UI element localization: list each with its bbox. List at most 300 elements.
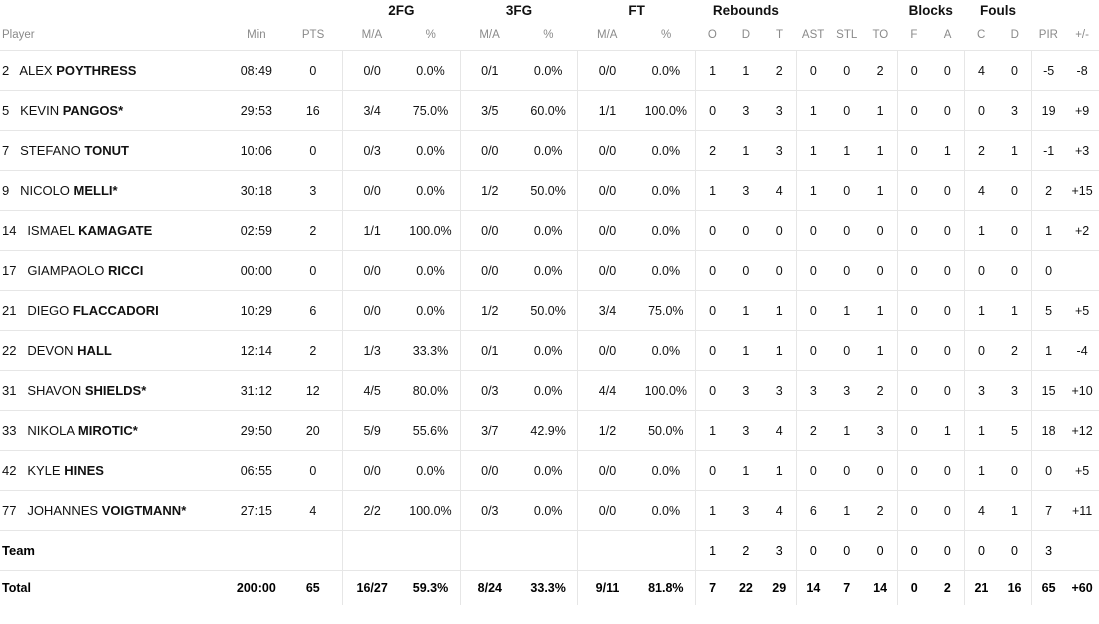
cell-plusminus: +5	[1065, 291, 1099, 331]
cell-to: 3	[864, 411, 898, 451]
total-2fg-pct: 59.3%	[401, 571, 460, 605]
total-3fg-pct: 33.3%	[519, 571, 578, 605]
player-last-name: MELLI	[73, 183, 113, 198]
cell-blk-f: 0	[897, 451, 931, 491]
col-stl[interactable]: STL	[836, 29, 858, 41]
cell-2fg-ma: 0/3	[342, 131, 401, 171]
player-last-name: KAMAGATE	[78, 223, 153, 238]
cell-2fg-ma: 5/9	[342, 411, 401, 451]
cell-3fg-pct: 0.0%	[519, 51, 578, 91]
col-blk-f[interactable]: F	[910, 29, 918, 41]
cell-min: 30:18	[229, 171, 284, 211]
team-ft-pct	[637, 531, 696, 571]
cell-ast: 0	[796, 451, 830, 491]
col-3fg-pct[interactable]: %	[543, 29, 554, 41]
team-blk-f: 0	[897, 531, 931, 571]
cell-reb-d: 0	[729, 251, 763, 291]
cell-pts: 0	[284, 451, 343, 491]
cell-pir: -1	[1032, 131, 1066, 171]
cell-blk-f: 0	[897, 171, 931, 211]
player-first-name: ISMAEL	[27, 223, 75, 238]
cell-ft-pct: 50.0%	[637, 411, 696, 451]
player-number: 7	[2, 143, 10, 158]
cell-3fg-ma: 0/0	[460, 251, 519, 291]
cell-3fg-pct: 60.0%	[519, 91, 578, 131]
cell-to: 2	[864, 51, 898, 91]
cell-3fg-pct: 0.0%	[519, 251, 578, 291]
cell-reb-o: 1	[695, 171, 729, 211]
cell-min: 31:12	[229, 371, 284, 411]
cell-ft-ma: 0/0	[578, 331, 637, 371]
col-2fg-pct[interactable]: %	[425, 29, 436, 41]
cell-foul-d: 3	[998, 91, 1032, 131]
cell-foul-c: 1	[964, 451, 998, 491]
cell-pir: 1	[1032, 331, 1066, 371]
cell-pir: 2	[1032, 171, 1066, 211]
cell-pir: -5	[1032, 51, 1066, 91]
team-2fg-pct	[401, 531, 460, 571]
cell-ft-pct: 0.0%	[637, 131, 696, 171]
player-cell[interactable]	[0, 171, 229, 211]
cell-2fg-pct: 0.0%	[401, 251, 460, 291]
group-header-row	[0, 0, 1099, 28]
cell-min: 00:00	[229, 251, 284, 291]
player-cell[interactable]	[0, 211, 229, 251]
cell-reb-t: 1	[763, 451, 797, 491]
cell-blk-f: 0	[897, 91, 931, 131]
col-2fg-ma[interactable]: M/A	[361, 29, 383, 41]
player-cell[interactable]	[0, 371, 229, 411]
cell-2fg-ma: 0/0	[342, 291, 401, 331]
cell-ft-ma: 0/0	[578, 451, 637, 491]
group-blank-1	[0, 0, 342, 28]
table-row[interactable]	[0, 291, 1099, 331]
cell-ast: 0	[796, 211, 830, 251]
cell-pts: 6	[284, 291, 343, 331]
cell-foul-c: 1	[964, 411, 998, 451]
player-last-name: POYTHRESS	[56, 63, 137, 78]
cell-foul-d: 1	[998, 491, 1032, 531]
player-first-name: DEVON	[27, 343, 74, 358]
starter-marker: *	[112, 183, 118, 198]
team-pts	[284, 531, 343, 571]
cell-3fg-pct: 0.0%	[519, 331, 578, 371]
player-number: 77	[2, 503, 17, 518]
team-3fg-ma	[460, 531, 519, 571]
cell-reb-t: 1	[763, 331, 797, 371]
cell-foul-c: 0	[964, 331, 998, 371]
cell-pir: 7	[1032, 491, 1066, 531]
cell-2fg-pct: 0.0%	[401, 131, 460, 171]
cell-plusminus: +15	[1065, 171, 1099, 211]
cell-ft-pct: 75.0%	[637, 291, 696, 331]
cell-foul-c: 4	[964, 491, 998, 531]
cell-foul-c: 1	[964, 291, 998, 331]
group-ft: FT	[628, 3, 645, 18]
cell-foul-c: 3	[964, 371, 998, 411]
cell-2fg-pct: 0.0%	[401, 51, 460, 91]
cell-blk-f: 0	[897, 291, 931, 331]
cell-pts: 0	[284, 131, 343, 171]
cell-to: 2	[864, 491, 898, 531]
starter-marker: *	[118, 103, 124, 118]
player-cell[interactable]	[0, 451, 229, 491]
cell-ft-ma: 0/0	[578, 171, 637, 211]
team-row	[0, 531, 1099, 571]
cell-blk-f: 0	[897, 211, 931, 251]
player-number: 14	[2, 223, 17, 238]
cell-pir: 18	[1032, 411, 1066, 451]
cell-blk-f: 0	[897, 251, 931, 291]
cell-reb-o: 0	[695, 91, 729, 131]
col-ft-pct[interactable]: %	[660, 29, 672, 41]
cell-ft-ma: 0/0	[578, 491, 637, 531]
total-2fg-ma: 16/27	[342, 571, 401, 605]
cell-stl: 0	[830, 171, 864, 211]
table-row[interactable]	[0, 411, 1099, 451]
cell-reb-o: 0	[695, 451, 729, 491]
cell-2fg-pct: 100.0%	[401, 491, 460, 531]
col-reb-o[interactable]: O	[707, 29, 717, 41]
col-to[interactable]: TO	[872, 29, 889, 41]
cell-blk-f: 0	[897, 411, 931, 451]
cell-3fg-ma: 0/0	[460, 131, 519, 171]
cell-ft-pct: 0.0%	[637, 331, 696, 371]
cell-plusminus: +11	[1065, 491, 1099, 531]
table-row[interactable]	[0, 91, 1099, 131]
cell-blk-a: 0	[931, 291, 965, 331]
col-3fg-ma[interactable]: M/A	[479, 29, 500, 41]
team-reb-o: 1	[695, 531, 729, 571]
total-blk-f: 0	[897, 571, 931, 605]
cell-2fg-pct: 0.0%	[401, 171, 460, 211]
cell-3fg-ma: 0/0	[460, 451, 519, 491]
team-ast: 0	[796, 531, 830, 571]
cell-reb-o: 1	[695, 491, 729, 531]
cell-pir: 5	[1032, 291, 1066, 331]
cell-pir: 15	[1032, 371, 1066, 411]
cell-ast: 1	[796, 171, 830, 211]
col-ft-ma[interactable]: M/A	[597, 29, 618, 41]
col-reb-t[interactable]: T	[775, 29, 784, 41]
cell-to: 1	[864, 291, 898, 331]
player-first-name: STEFANO	[20, 143, 81, 158]
cell-ast: 6	[796, 491, 830, 531]
cell-min: 06:55	[229, 451, 284, 491]
player-first-name: KEVIN	[20, 103, 60, 118]
player-last-name: HINES	[64, 463, 104, 478]
cell-pts: 0	[284, 251, 343, 291]
cell-blk-a: 0	[931, 491, 965, 531]
cell-blk-f: 0	[897, 51, 931, 91]
cell-reb-o: 0	[695, 371, 729, 411]
total-ast: 14	[796, 571, 830, 605]
group-rebounds: Rebounds	[712, 3, 779, 18]
cell-pts: 20	[284, 411, 343, 451]
cell-ft-pct: 0.0%	[637, 211, 696, 251]
cell-reb-t: 4	[763, 491, 797, 531]
total-row	[0, 571, 1099, 605]
cell-3fg-pct: 42.9%	[519, 411, 578, 451]
col-min[interactable]: Min	[247, 29, 266, 41]
team-label: Team	[0, 531, 229, 571]
cell-3fg-ma: 0/1	[460, 51, 519, 91]
cell-reb-d: 1	[729, 291, 763, 331]
total-label: Total	[0, 571, 229, 605]
column-header-row	[0, 28, 1099, 51]
cell-to: 1	[864, 171, 898, 211]
cell-3fg-pct: 0.0%	[519, 491, 578, 531]
cell-reb-d: 3	[729, 411, 763, 451]
cell-ast: 1	[796, 91, 830, 131]
cell-ft-ma: 0/0	[578, 211, 637, 251]
cell-ft-ma: 0/0	[578, 51, 637, 91]
col-plusminus[interactable]: +/-	[1075, 29, 1089, 41]
total-foul-d: 16	[998, 571, 1032, 605]
cell-reb-t: 2	[763, 51, 797, 91]
player-last-name: RICCI	[108, 263, 144, 278]
cell-ft-pct: 100.0%	[637, 371, 696, 411]
col-foul-d[interactable]: D	[1010, 29, 1019, 41]
cell-plusminus: +9	[1065, 91, 1099, 131]
cell-min: 02:59	[229, 211, 284, 251]
cell-min: 29:53	[229, 91, 284, 131]
total-pts: 65	[284, 571, 343, 605]
cell-blk-f: 0	[897, 371, 931, 411]
team-foul-d: 0	[998, 531, 1032, 571]
cell-2fg-ma: 0/0	[342, 251, 401, 291]
player-number: 5	[2, 103, 10, 118]
cell-reb-t: 1	[763, 291, 797, 331]
total-reb-o: 7	[695, 571, 729, 605]
col-pts[interactable]: PTS	[301, 29, 325, 41]
player-cell[interactable]	[0, 251, 229, 291]
cell-2fg-ma: 0/0	[342, 51, 401, 91]
cell-pir: 1	[1032, 211, 1066, 251]
team-ft-ma	[578, 531, 637, 571]
cell-reb-d: 1	[729, 131, 763, 171]
cell-blk-a: 1	[931, 411, 965, 451]
cell-foul-c: 0	[964, 251, 998, 291]
cell-blk-a: 0	[931, 171, 965, 211]
cell-ast: 1	[796, 131, 830, 171]
cell-stl: 1	[830, 131, 864, 171]
cell-plusminus: +12	[1065, 411, 1099, 451]
cell-reb-d: 3	[729, 371, 763, 411]
cell-foul-d: 3	[998, 371, 1032, 411]
cell-stl: 3	[830, 371, 864, 411]
player-last-name: PANGOS	[62, 103, 119, 118]
cell-pts: 0	[284, 51, 343, 91]
player-first-name: KYLE	[27, 463, 61, 478]
team-2fg-ma	[342, 531, 401, 571]
cell-2fg-pct: 33.3%	[401, 331, 460, 371]
total-ft-ma: 9/11	[578, 571, 637, 605]
total-plusminus: +60	[1065, 571, 1099, 605]
cell-ft-ma: 1/1	[578, 91, 637, 131]
cell-3fg-pct: 50.0%	[519, 171, 578, 211]
cell-3fg-ma: 0/1	[460, 331, 519, 371]
cell-blk-f: 0	[897, 331, 931, 371]
cell-to: 1	[864, 91, 898, 131]
player-number: 42	[2, 463, 17, 478]
player-number: 2	[2, 63, 10, 78]
cell-reb-o: 1	[695, 411, 729, 451]
player-last-name: FLACCADORI	[72, 303, 159, 318]
player-last-name: TONUT	[84, 143, 129, 158]
cell-plusminus: -8	[1065, 51, 1099, 91]
total-reb-d: 22	[729, 571, 763, 605]
total-ft-pct: 81.8%	[637, 571, 696, 605]
cell-stl: 0	[830, 251, 864, 291]
player-cell[interactable]	[0, 131, 229, 171]
cell-foul-d: 2	[998, 331, 1032, 371]
cell-stl: 0	[830, 51, 864, 91]
col-reb-d[interactable]: D	[741, 29, 751, 41]
table-row[interactable]	[0, 51, 1099, 91]
cell-2fg-ma: 2/2	[342, 491, 401, 531]
cell-pir: 0	[1032, 451, 1066, 491]
col-blk-a[interactable]: A	[943, 29, 952, 41]
player-cell[interactable]	[0, 91, 229, 131]
team-blk-a: 0	[931, 531, 965, 571]
table-row[interactable]	[0, 131, 1099, 171]
table-row[interactable]	[0, 171, 1099, 211]
table-row[interactable]	[0, 371, 1099, 411]
cell-foul-c: 0	[964, 91, 998, 131]
player-first-name: SHAVON	[27, 383, 82, 398]
cell-reb-o: 0	[695, 291, 729, 331]
player-cell[interactable]	[0, 331, 229, 371]
table-row[interactable]	[0, 251, 1099, 291]
cell-3fg-ma: 0/3	[460, 371, 519, 411]
player-number: 21	[2, 303, 17, 318]
cell-ft-pct: 100.0%	[637, 91, 696, 131]
table-row[interactable]	[0, 211, 1099, 251]
player-cell[interactable]	[0, 491, 229, 531]
cell-foul-c: 4	[964, 171, 998, 211]
cell-2fg-ma: 1/3	[342, 331, 401, 371]
cell-reb-t: 3	[763, 131, 797, 171]
cell-blk-a: 0	[931, 451, 965, 491]
table-row[interactable]	[0, 331, 1099, 371]
cell-foul-c: 2	[964, 131, 998, 171]
cell-3fg-ma: 3/5	[460, 91, 519, 131]
cell-foul-d: 0	[998, 211, 1032, 251]
group-3fg: 3FG	[505, 3, 533, 18]
starter-marker: *	[141, 383, 147, 398]
table-row[interactable]	[0, 451, 1099, 491]
cell-foul-d: 5	[998, 411, 1032, 451]
cell-min: 29:50	[229, 411, 284, 451]
player-first-name: JOHANNES	[27, 503, 99, 518]
team-min	[229, 531, 284, 571]
player-last-name: HALL	[77, 343, 112, 358]
col-pir[interactable]: PIR	[1038, 29, 1058, 41]
cell-pts: 3	[284, 171, 343, 211]
total-min: 200:00	[229, 571, 284, 605]
cell-2fg-pct: 75.0%	[401, 91, 460, 131]
team-reb-t: 3	[763, 531, 797, 571]
cell-ft-pct: 0.0%	[637, 51, 696, 91]
cell-to: 2	[864, 371, 898, 411]
starter-marker: *	[132, 423, 138, 438]
cell-pts: 2	[284, 331, 343, 371]
cell-to: 1	[864, 131, 898, 171]
cell-stl: 1	[830, 411, 864, 451]
total-foul-c: 21	[964, 571, 998, 605]
player-number: 31	[2, 383, 17, 398]
cell-3fg-ma: 1/2	[460, 291, 519, 331]
col-player[interactable]: Player	[2, 29, 35, 41]
cell-pts: 12	[284, 371, 343, 411]
col-ast[interactable]: AST	[801, 29, 825, 41]
cell-2fg-pct: 100.0%	[401, 211, 460, 251]
cell-3fg-pct: 0.0%	[519, 211, 578, 251]
cell-ast: 0	[796, 331, 830, 371]
team-foul-c: 0	[964, 531, 998, 571]
cell-plusminus: -4	[1065, 331, 1099, 371]
total-to: 14	[864, 571, 898, 605]
group-2fg: 2FG	[388, 3, 415, 18]
cell-3fg-pct: 0.0%	[519, 131, 578, 171]
cell-blk-a: 0	[931, 371, 965, 411]
table-row[interactable]	[0, 491, 1099, 531]
col-foul-c[interactable]: C	[977, 29, 986, 41]
cell-min: 27:15	[229, 491, 284, 531]
cell-min: 10:06	[229, 131, 284, 171]
cell-3fg-ma: 3/7	[460, 411, 519, 451]
cell-2fg-ma: 1/1	[342, 211, 401, 251]
player-number: 33	[2, 423, 17, 438]
player-first-name: NIKOLA	[27, 423, 75, 438]
cell-reb-t: 3	[763, 371, 797, 411]
cell-reb-o: 0	[695, 331, 729, 371]
cell-pts: 16	[284, 91, 343, 131]
cell-reb-o: 1	[695, 51, 729, 91]
cell-blk-f: 0	[897, 131, 931, 171]
cell-ast: 3	[796, 371, 830, 411]
cell-ast: 0	[796, 291, 830, 331]
player-last-name: MIROTIC	[77, 423, 133, 438]
player-cell[interactable]	[0, 51, 229, 91]
cell-plusminus: +10	[1065, 371, 1099, 411]
cell-stl: 1	[830, 491, 864, 531]
cell-foul-d: 0	[998, 451, 1032, 491]
cell-min: 08:49	[229, 51, 284, 91]
cell-stl: 0	[830, 331, 864, 371]
cell-reb-t: 4	[763, 411, 797, 451]
starter-marker: *	[181, 503, 187, 518]
cell-ft-ma: 1/2	[578, 411, 637, 451]
cell-pts: 2	[284, 211, 343, 251]
total-reb-t: 29	[763, 571, 797, 605]
player-last-name: VOIGTMANN	[101, 503, 182, 518]
player-cell[interactable]	[0, 411, 229, 451]
team-stl: 0	[830, 531, 864, 571]
cell-3fg-ma: 0/0	[460, 211, 519, 251]
player-cell[interactable]	[0, 291, 229, 331]
cell-foul-c: 1	[964, 211, 998, 251]
cell-reb-t: 0	[763, 211, 797, 251]
cell-ast: 0	[796, 251, 830, 291]
cell-stl: 0	[830, 91, 864, 131]
cell-reb-d: 3	[729, 171, 763, 211]
cell-pir: 19	[1032, 91, 1066, 131]
cell-ft-ma: 0/0	[578, 131, 637, 171]
cell-2fg-pct: 0.0%	[401, 451, 460, 491]
total-3fg-ma: 8/24	[460, 571, 519, 605]
